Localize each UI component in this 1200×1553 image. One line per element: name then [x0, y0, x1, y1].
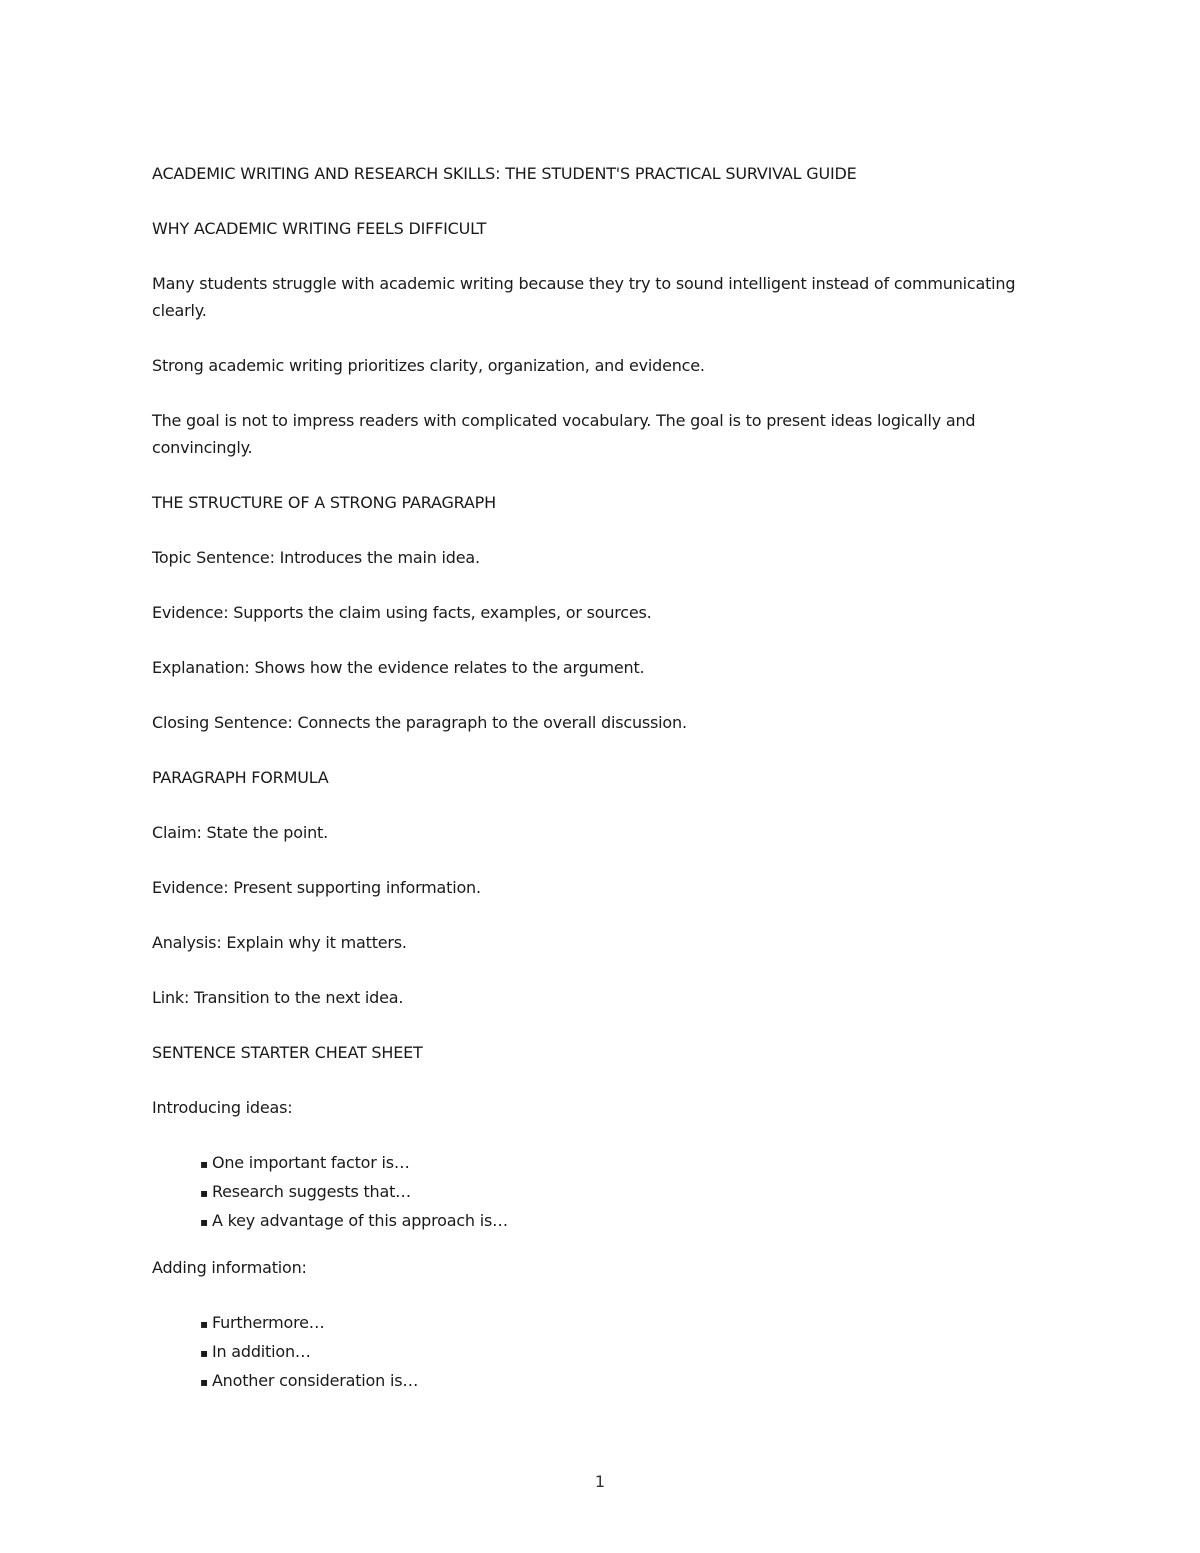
body-paragraph: Evidence: Supports the claim using facts, examples, or sources. — [152, 603, 652, 622]
body-paragraph: Link: Transition to the next idea. — [152, 988, 404, 1007]
section-heading: PARAGRAPH FORMULA — [152, 768, 329, 787]
section-heading: THE STRUCTURE OF A STRONG PARAGRAPH — [152, 493, 496, 512]
body-paragraph: Topic Sentence: Introduces the main idea. — [152, 548, 480, 567]
list-item: ▪ In addition… — [200, 1338, 1032, 1367]
list-label: Adding information: — [152, 1258, 307, 1277]
section-heading: SENTENCE STARTER CHEAT SHEET — [152, 1043, 423, 1062]
document-title: ACADEMIC WRITING AND RESEARCH SKILLS: THE STUDENT'S PRACTICAL SURVIVAL GUIDE — [152, 164, 857, 183]
body-paragraph: Strong academic writing prioritizes clarity, organization, and evidence. — [152, 356, 705, 375]
list-label: Introducing ideas: — [152, 1098, 293, 1117]
bullet-list — [152, 1149, 1032, 1236]
body-paragraph: Explanation: Shows how the evidence relates to the argument. — [152, 658, 645, 677]
body-paragraph: The goal is not to impress readers with complicated vocabulary. The goal is to present ideas logically and convincingly. — [152, 411, 976, 457]
list-item: ▪ A key advantage of this approach is… — [200, 1207, 1032, 1236]
list-item: ▪ Research suggests that… — [200, 1178, 1032, 1207]
page-number: 1 — [594, 1472, 606, 1491]
body-paragraph: Evidence: Present supporting information. — [152, 878, 481, 897]
bullet-list — [152, 1309, 1032, 1396]
page-content — [152, 160, 1032, 1414]
body-paragraph: Claim: State the point. — [152, 823, 329, 842]
body-paragraph: Closing Sentence: Connects the paragraph to the overall discussion. — [152, 713, 687, 732]
list-item: ▪ Another consideration is… — [200, 1367, 1032, 1396]
list-item: ▪ One important factor is… — [200, 1149, 1032, 1178]
body-paragraph: Analysis: Explain why it matters. — [152, 933, 407, 952]
body-paragraph: Many students struggle with academic writing because they try to sound intelligent instead of communicating clearly. — [152, 274, 1016, 320]
list-item: ▪ Furthermore… — [200, 1309, 1032, 1338]
section-heading: WHY ACADEMIC WRITING FEELS DIFFICULT — [152, 219, 487, 238]
